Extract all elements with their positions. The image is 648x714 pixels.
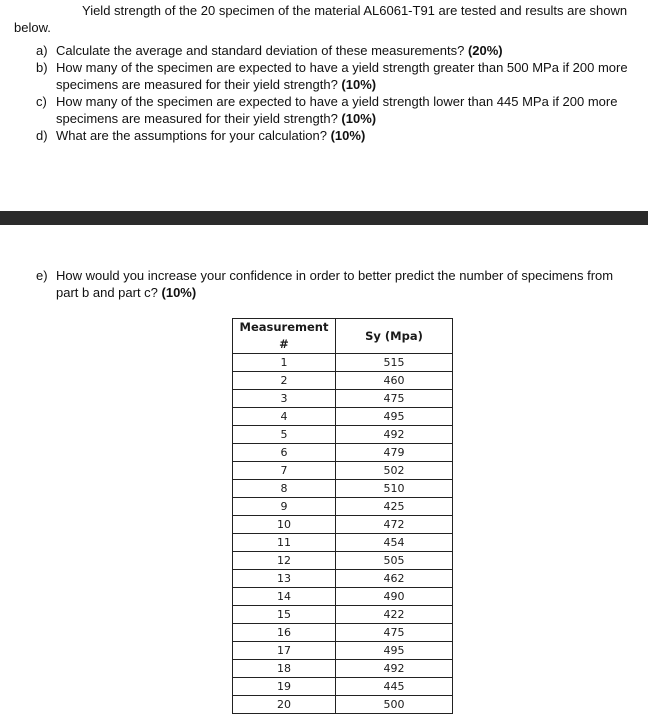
intro-paragraph <box>14 2 632 36</box>
question-text: How many of the specimen are expected to have a yield strength lower than 445 MPa if 200 more specimens are measured for their yield strength? <box>56 94 618 126</box>
table-row <box>233 444 453 462</box>
yield-strength-cell: 422 <box>336 606 453 624</box>
measurement-table <box>232 318 453 714</box>
question-label: b) <box>36 60 48 75</box>
question-text: How would you increase your confidence in order to better predict the number of specimens from part b and part c? <box>56 268 614 300</box>
table-row <box>233 588 453 606</box>
yield-strength-cell: 462 <box>336 570 453 588</box>
yield-strength-cell: 454 <box>336 534 453 552</box>
intro-text: Yield strength of the 20 specimen of the material AL6061-T91 are tested and results are shown below. <box>14 3 628 35</box>
question-b <box>36 59 632 93</box>
table-row <box>233 660 453 678</box>
yield-strength-cell: 425 <box>336 498 453 516</box>
measurement-number-cell: 20 <box>233 696 336 714</box>
measurement-number-cell: 2 <box>233 372 336 390</box>
question-text: Calculate the average and standard deviation of these measurements? <box>56 43 468 58</box>
question-d <box>36 127 632 144</box>
question-weight: (20%) <box>467 43 503 58</box>
table-row <box>233 534 453 552</box>
question-list <box>36 42 632 144</box>
measurement-number-cell: 19 <box>233 678 336 696</box>
question-c <box>36 93 632 127</box>
yield-strength-cell: 492 <box>336 660 453 678</box>
yield-strength-cell: 472 <box>336 516 453 534</box>
table-row <box>233 480 453 498</box>
question-label: c) <box>36 94 47 109</box>
table-row <box>233 570 453 588</box>
measurement-number-cell: 4 <box>233 408 336 426</box>
measurement-number-cell: 5 <box>233 426 336 444</box>
yield-strength-cell: 500 <box>336 696 453 714</box>
yield-strength-cell: 505 <box>336 552 453 570</box>
table-row <box>233 678 453 696</box>
table-row <box>233 390 453 408</box>
question-weight: (10%) <box>341 111 377 126</box>
measurement-number-cell: 15 <box>233 606 336 624</box>
table-row <box>233 516 453 534</box>
table-row <box>233 606 453 624</box>
measurement-number-cell: 8 <box>233 480 336 498</box>
table-row <box>233 426 453 444</box>
yield-strength-cell: 495 <box>336 408 453 426</box>
table-row <box>233 354 453 372</box>
table-row <box>233 696 453 714</box>
yield-strength-cell: 502 <box>336 462 453 480</box>
table-header-row <box>233 319 453 354</box>
question-label: d) <box>36 128 48 143</box>
measurement-number-cell: 9 <box>233 498 336 516</box>
measurement-number-cell: 1 <box>233 354 336 372</box>
measurement-number-cell: 14 <box>233 588 336 606</box>
measurement-number-cell: 6 <box>233 444 336 462</box>
yield-strength-cell: 492 <box>336 426 453 444</box>
question-weight: (10%) <box>341 77 377 92</box>
question-weight: (10%) <box>161 285 197 300</box>
yield-strength-cell: 515 <box>336 354 453 372</box>
question-e <box>36 267 632 301</box>
yield-strength-cell: 475 <box>336 390 453 408</box>
question-label: e) <box>36 268 48 283</box>
measurement-number-cell: 16 <box>233 624 336 642</box>
question-weight: (10%) <box>330 128 366 143</box>
measurement-number-cell: 11 <box>233 534 336 552</box>
table-row <box>233 642 453 660</box>
table-row <box>233 462 453 480</box>
question-text: How many of the specimen are expected to have a yield strength greater than 500 MPa if 200 more specimens are measured for their yield strength? <box>56 60 628 92</box>
measurement-number-cell: 12 <box>233 552 336 570</box>
yield-strength-cell: 460 <box>336 372 453 390</box>
measurement-number-cell: 13 <box>233 570 336 588</box>
measurement-number-cell: 3 <box>233 390 336 408</box>
yield-strength-cell: 475 <box>336 624 453 642</box>
measurement-number-cell: 17 <box>233 642 336 660</box>
table-row <box>233 624 453 642</box>
yield-strength-cell: 495 <box>336 642 453 660</box>
yield-strength-cell: 510 <box>336 480 453 498</box>
column-header-sy: Sy (Mpa) <box>336 319 453 354</box>
question-text: What are the assumptions for your calculation? <box>56 128 331 143</box>
measurement-number-cell: 18 <box>233 660 336 678</box>
table-row <box>233 552 453 570</box>
yield-strength-cell: 445 <box>336 678 453 696</box>
yield-strength-cell: 479 <box>336 444 453 462</box>
column-header-measurement: Measurement # <box>233 319 336 354</box>
measurement-number-cell: 7 <box>233 462 336 480</box>
question-label: a) <box>36 43 48 58</box>
measurement-number-cell: 10 <box>233 516 336 534</box>
section-divider-bar <box>0 211 648 225</box>
question-e-block <box>36 267 632 301</box>
question-a <box>36 42 632 59</box>
table-row <box>233 372 453 390</box>
table-body <box>233 354 453 714</box>
table-row <box>233 408 453 426</box>
table-row <box>233 498 453 516</box>
yield-strength-cell: 490 <box>336 588 453 606</box>
